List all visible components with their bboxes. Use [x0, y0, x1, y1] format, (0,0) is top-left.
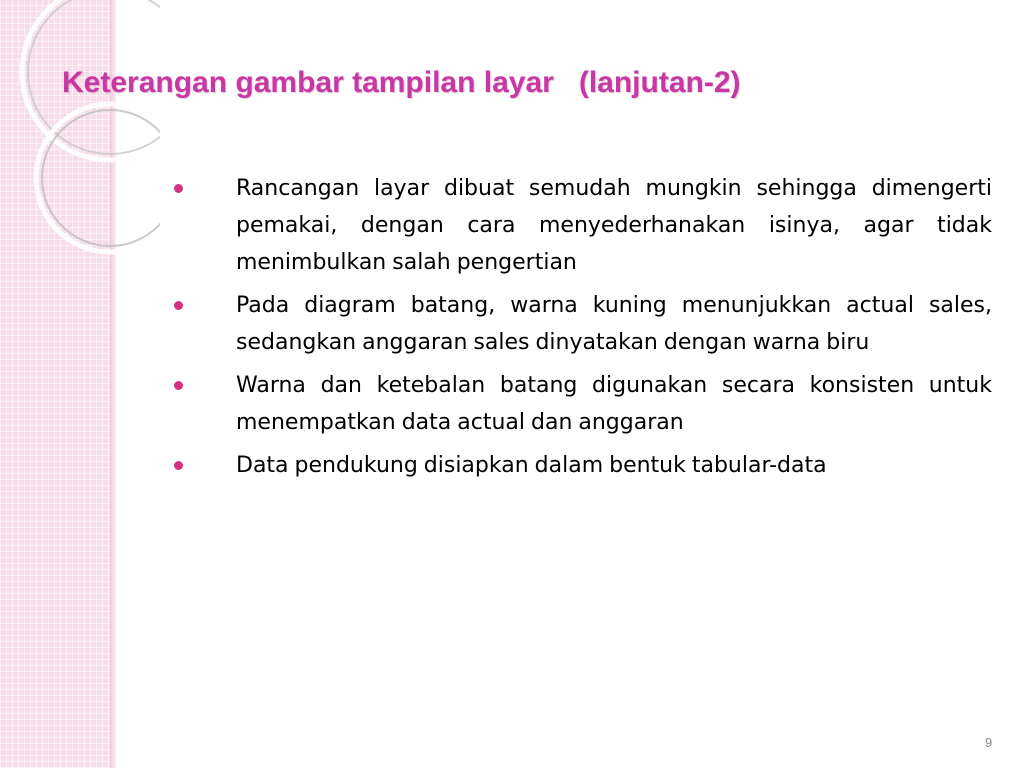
decorative-circles — [0, 0, 160, 260]
bullet-icon — [174, 184, 183, 193]
bullet-text: Rancangan layar dibuat semudah mungkin sehingga dimengerti pemakai, dengan cara menyederhanakan isinya, agar tidak menimbulkan salah pengertian — [236, 176, 992, 275]
slide-title: Keterangan gambar tampilan layar (lanjutan-2) — [62, 66, 741, 99]
list-item — [170, 170, 992, 281]
bullet-text: Data pendukung disiapkan dalam bentuk tabular-data — [236, 453, 827, 478]
list-item — [170, 367, 992, 441]
bullet-icon — [174, 301, 183, 310]
page-number: 9 — [985, 735, 993, 750]
bullet-icon — [174, 461, 183, 470]
list-item — [170, 447, 992, 484]
bullet-text: Pada diagram batang, warna kuning menunjukkan actual sales, sedangkan anggaran sales dinyatakan dengan warna biru — [236, 293, 992, 355]
bullet-icon — [174, 381, 183, 390]
bullet-text: Warna dan ketebalan batang digunakan secara konsisten untuk menempatkan data actual dan anggaran — [236, 373, 992, 435]
list-item — [170, 287, 992, 361]
bullet-list — [170, 170, 992, 490]
